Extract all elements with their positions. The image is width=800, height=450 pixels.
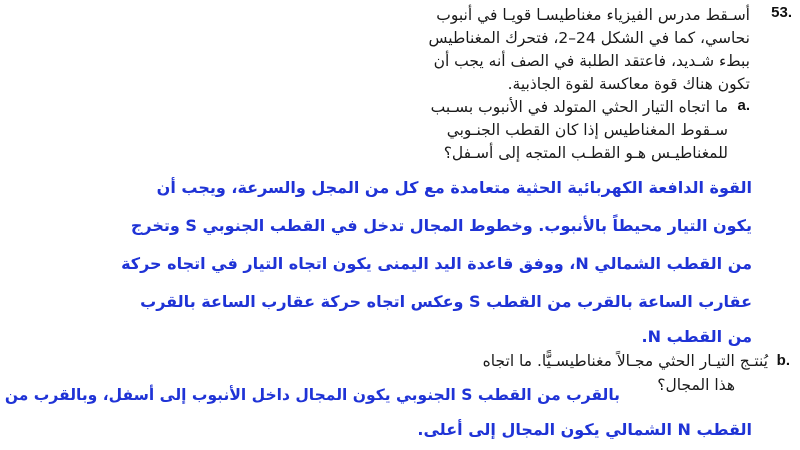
answer-a-line: من القطب N. xyxy=(641,327,752,346)
answer-a-line: القوة الدافعة الكهربائية الحثية متعامدة مع كل من المجل والسرعة، ويجب أن xyxy=(156,178,752,197)
question-line: نحاسي، كما في الشكل 24–2، فتحرك المغناطيس xyxy=(428,29,750,47)
answer-b-line: بالقرب من القطب S الجنوبي يكون المجال داخل الأنبوب إلى أسفل، وبالقرب من xyxy=(4,386,620,404)
answer-b-line: القطب N الشمالي يكون المجال إلى أعلى. xyxy=(417,420,752,439)
question-number: 53. xyxy=(771,4,792,21)
part-a-label: a. xyxy=(737,97,750,114)
answer-a-line: من القطب الشمالي N، ووفق قاعدة اليد اليمنى يكون اتجاه التيار في اتجاه حركة xyxy=(121,254,752,273)
part-a-line: سـقوط المغناطيس إذا كان القطب الجنـوبي xyxy=(446,121,728,139)
question-line: أسـقط مدرس الفيزياء مغناطيسـا قويـا في أنبوب xyxy=(436,6,750,24)
part-b-line: هذا المجال؟ xyxy=(657,376,735,394)
question-line: تكون هناك قوة معاكسة لقوة الجاذبية. xyxy=(507,75,750,93)
part-a-line: للمغناطيـس هـو القطـب المتجه إلى أسـفل؟ xyxy=(443,144,728,162)
answer-a-line: عقارب الساعة بالقرب من القطب S وعكس اتجاه حركة عقارب الساعة بالقرب xyxy=(140,292,752,311)
question-line: ببطء شـديد، فاعتقد الطلبة في الصف أنه يجب أن xyxy=(433,52,750,70)
part-a-line: ما اتجاه التيار الحثي المتولد في الأنبوب بسـبب xyxy=(430,98,728,116)
part-b-label: b. xyxy=(776,352,790,369)
answer-a-line: يكون التيار محيطاً بالأنبوب. وخطوط المجال تدخل في القطب الجنوبي S وتخرج xyxy=(130,216,752,235)
part-b-line: يُنتـج التيـار الحثي مجـالاً مغناطيسـيًّا. ما اتجاه xyxy=(482,352,768,370)
